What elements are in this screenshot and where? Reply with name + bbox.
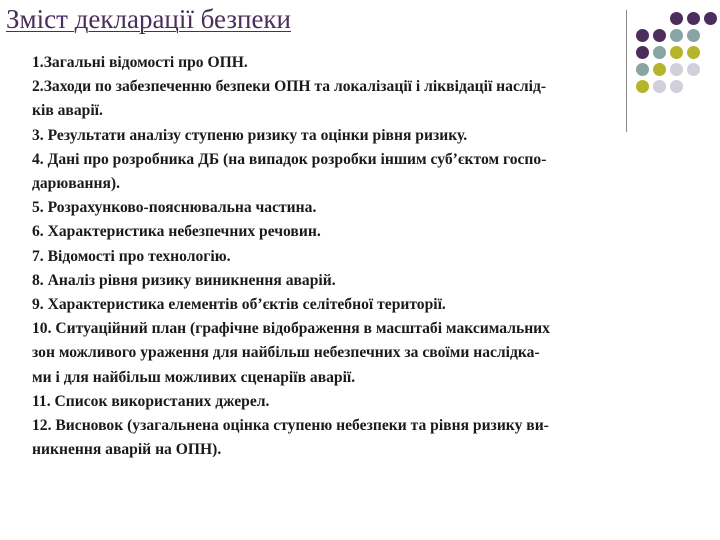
content-line: 9. Характеристика елементів об’єктів селітебної території. bbox=[32, 296, 446, 314]
decorative-dot bbox=[704, 12, 717, 25]
content-list bbox=[32, 51, 672, 462]
content-line: дарювання). bbox=[32, 175, 120, 193]
slide-title: Зміст декларації безпеки bbox=[6, 4, 291, 34]
content-line: 7. Відомості про технологію. bbox=[32, 247, 231, 265]
content-line: 5. Розрахунково-пояснювальна частина. bbox=[32, 199, 317, 217]
decorative-dot bbox=[687, 12, 700, 25]
content-line: 2.Заходи по забезпеченню безпеки ОПН та локалізації і ліквідації наслід- bbox=[32, 78, 547, 96]
content-line: 3. Результати аналізу ступеню ризику та оцінки рівня ризику. bbox=[32, 126, 468, 144]
content-line: ків аварії. bbox=[32, 102, 103, 120]
content-line: 12. Висновок (узагальнена оцінка ступеню небезпеки та рівня ризику ви- bbox=[32, 417, 549, 435]
content-line: 10. Ситуаційний план (графічне відображення в масштабі максимальних bbox=[32, 320, 550, 338]
decorative-dot bbox=[670, 12, 683, 25]
decorative-dot bbox=[653, 29, 666, 42]
content-line: 1.Загальні відомості про ОПН. bbox=[32, 54, 248, 71]
content-line: 4. Дані про розробника ДБ (на випадок розробки іншим суб’єктом госпо- bbox=[32, 150, 547, 168]
decorative-dot bbox=[687, 29, 700, 42]
decorative-dot bbox=[670, 29, 683, 42]
decorative-dot bbox=[687, 46, 700, 59]
content-line: никнення аварій на ОПН). bbox=[32, 441, 222, 459]
content-line: 8. Аналіз рівня ризику виникнення аварій. bbox=[32, 271, 336, 289]
content-line: 6. Характеристика небезпечних речовин. bbox=[32, 223, 321, 241]
content-line: зон можливого ураження для найбільш небезпечних за своїми наслідка- bbox=[32, 344, 540, 362]
decorative-dot bbox=[636, 29, 649, 42]
decorative-dot bbox=[687, 63, 700, 76]
content-line: 11. Список використаних джерел. bbox=[32, 392, 270, 410]
content-line: ми і для найбільш можливих сценаріїв аварії. bbox=[32, 368, 356, 386]
